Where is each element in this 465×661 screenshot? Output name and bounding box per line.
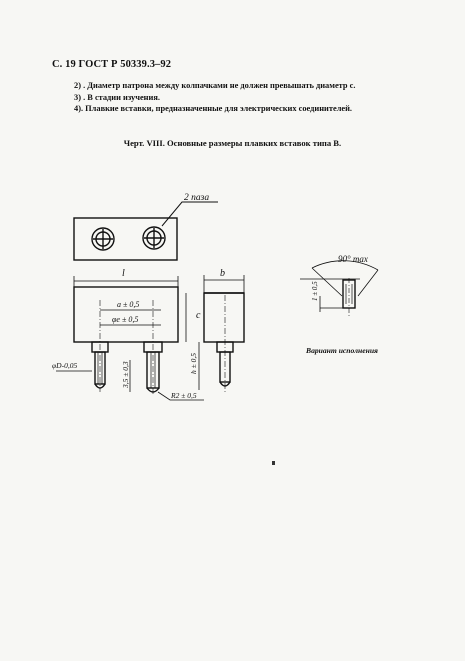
footnote-4: 4). Плавкие вставки, предназначенные для электрических соединителей. — [74, 104, 353, 113]
variant-label: Вариант исполнения — [306, 346, 378, 355]
dim-small: 1 ± 0,5 — [311, 281, 319, 301]
page-mark — [272, 461, 275, 465]
page-header: С. 19 ГОСТ Р 50339.3–92 — [52, 59, 172, 70]
slot-screw-left — [92, 228, 114, 250]
figure-caption: Черт. VIII. Основные размеры плавких вставок типа В. — [123, 138, 342, 148]
slot-screw-right — [143, 227, 165, 249]
dim-h: h ± 0,5 — [189, 353, 198, 374]
dim-e: φe ± 0,5 — [112, 315, 139, 324]
dim-angle: 90° max — [338, 254, 368, 264]
dim-pin: 3,5 ± 0,3 — [121, 361, 130, 388]
footnote-3: 3) . В стадии изучения. — [74, 92, 160, 102]
slots-label: 2 паза — [184, 193, 210, 203]
dim-a: a ± 0,5 — [117, 300, 140, 309]
dim-c: c — [196, 310, 201, 321]
slots-leader — [162, 202, 218, 226]
dim-b: b — [220, 268, 225, 279]
dim-l: l — [122, 268, 125, 279]
dim-d: φD-0,05 — [52, 361, 78, 370]
footnote-2: 2) . Диаметр патрона между колпачками не должен превышать диаметр c. — [74, 81, 356, 90]
dim-r: R2 ± 0,5 — [171, 391, 197, 400]
side-view-body — [204, 293, 244, 342]
